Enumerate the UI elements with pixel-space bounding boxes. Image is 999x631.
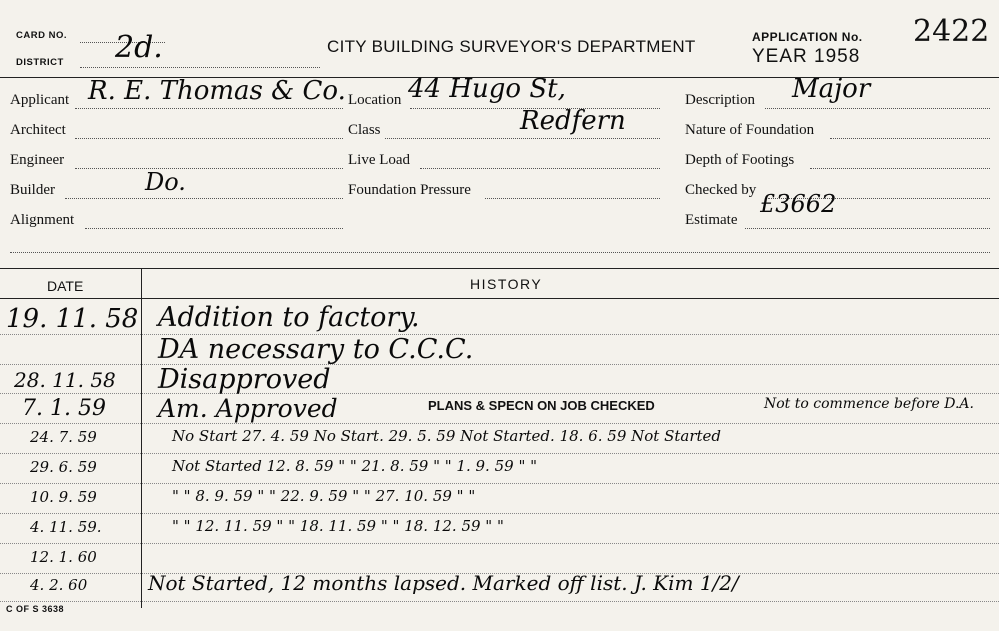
year-label: YEAR 1958: [752, 46, 861, 67]
engineer-dots: [75, 168, 343, 169]
fields-bottom-dots: [10, 252, 990, 253]
row-text: " " 12. 11. 59 " " 18. 11. 59 " " 18. 12. 59 " ": [172, 517, 504, 535]
row-note: Not to commence before D.A.: [764, 396, 974, 412]
row-line: [0, 393, 999, 394]
date-header: DATE: [47, 278, 84, 294]
foundation-pressure-label: Foundation Pressure: [348, 182, 471, 198]
alignment-dots: [85, 228, 343, 229]
row-date: 12. 1. 60: [30, 548, 97, 566]
nature-of-foundation-label: Nature of Foundation: [685, 122, 815, 138]
builder-value: Do.: [145, 168, 186, 196]
depth-of-footings-label: Depth of Footings: [685, 152, 795, 168]
row-text: Not Started, 12 months lapsed. Marked off list. J. Kim 1/2/: [148, 571, 739, 595]
row-line: [0, 601, 999, 602]
card-no-label: CARD NO.: [16, 30, 67, 41]
history-header-rule: [0, 298, 999, 299]
department-title: CITY BUILDING SURVEYOR'S DEPARTMENT: [327, 37, 696, 56]
estimate-label: Estimate: [685, 212, 738, 228]
builder-dots: [65, 198, 343, 199]
estimate-value: £3662: [760, 190, 837, 218]
checked-by-label: Checked by: [685, 182, 757, 198]
row-text: No Start 27. 4. 59 No Start. 29. 5. 59 Not Started. 18. 6. 59 Not Started: [172, 427, 722, 445]
history-top-rule: [0, 268, 999, 269]
alignment-label: Alignment: [10, 212, 75, 228]
date-column-divider: [141, 268, 142, 608]
engineer-label: Engineer: [10, 152, 65, 168]
row-line: [0, 364, 999, 365]
history-header: HISTORY: [470, 276, 543, 292]
application-no-label: APPLICATION No.: [752, 30, 863, 44]
form-code: C OF S 3638: [6, 604, 65, 614]
row-line: [0, 423, 999, 424]
row-line: [0, 543, 999, 544]
row-date: 10. 9. 59: [30, 488, 97, 506]
estimate-dots: [745, 228, 990, 229]
row-date: 28. 11. 58: [14, 368, 116, 392]
row-date: 4. 2. 60: [30, 576, 88, 594]
row-text: Am. Approved: [158, 394, 338, 423]
row-text: Not Started 12. 8. 59 " " 21. 8. 59 " " 1. 9. 59 " ": [172, 457, 538, 475]
architect-dots: [75, 138, 343, 139]
foundation-pressure-dots: [485, 198, 660, 199]
row-date: 7. 1. 59: [22, 396, 106, 421]
description-label: Description: [685, 92, 755, 108]
row-date: 4. 11. 59.: [30, 518, 102, 536]
row-text: Disapproved: [158, 364, 331, 395]
row-date: 19. 11. 58: [6, 304, 139, 334]
applicant-value: R. E. Thomas & Co.: [88, 76, 346, 106]
row-text: " " 8. 9. 59 " " 22. 9. 59 " " 27. 10. 59 " ": [172, 487, 476, 505]
live-load-label: Live Load: [348, 152, 411, 168]
location-value-2: Redfern: [520, 106, 626, 136]
applicant-dots: [75, 108, 343, 109]
row-printed-stamp: PLANS & SPECN ON JOB CHECKED: [428, 398, 655, 413]
nature-of-foundation-dots: [830, 138, 990, 139]
builder-label: Builder: [10, 182, 55, 198]
class-label: Class: [348, 122, 381, 138]
location-label: Location: [348, 92, 402, 108]
application-no: 2422: [913, 14, 990, 49]
row-line: [0, 513, 999, 514]
live-load-dots: [420, 168, 660, 169]
row-line: [0, 483, 999, 484]
row-line: [0, 334, 999, 335]
row-text: Addition to factory.: [158, 302, 420, 333]
row-date: 24. 7. 59: [30, 428, 97, 446]
architect-label: Architect: [10, 122, 66, 138]
row-date: 29. 6. 59: [30, 458, 97, 476]
description-dots: [765, 108, 990, 109]
description-value: Major: [792, 74, 871, 104]
district-dots: [80, 67, 320, 68]
applicant-label: Applicant: [10, 92, 70, 108]
location-value: 44 Hugo St,: [408, 74, 566, 104]
district-value: 2d.: [115, 30, 163, 65]
district-label: DISTRICT: [16, 57, 64, 68]
class-dots: [385, 138, 660, 139]
row-line: [0, 453, 999, 454]
row-text: DA necessary to C.C.C.: [158, 334, 474, 365]
depth-of-footings-dots: [810, 168, 990, 169]
